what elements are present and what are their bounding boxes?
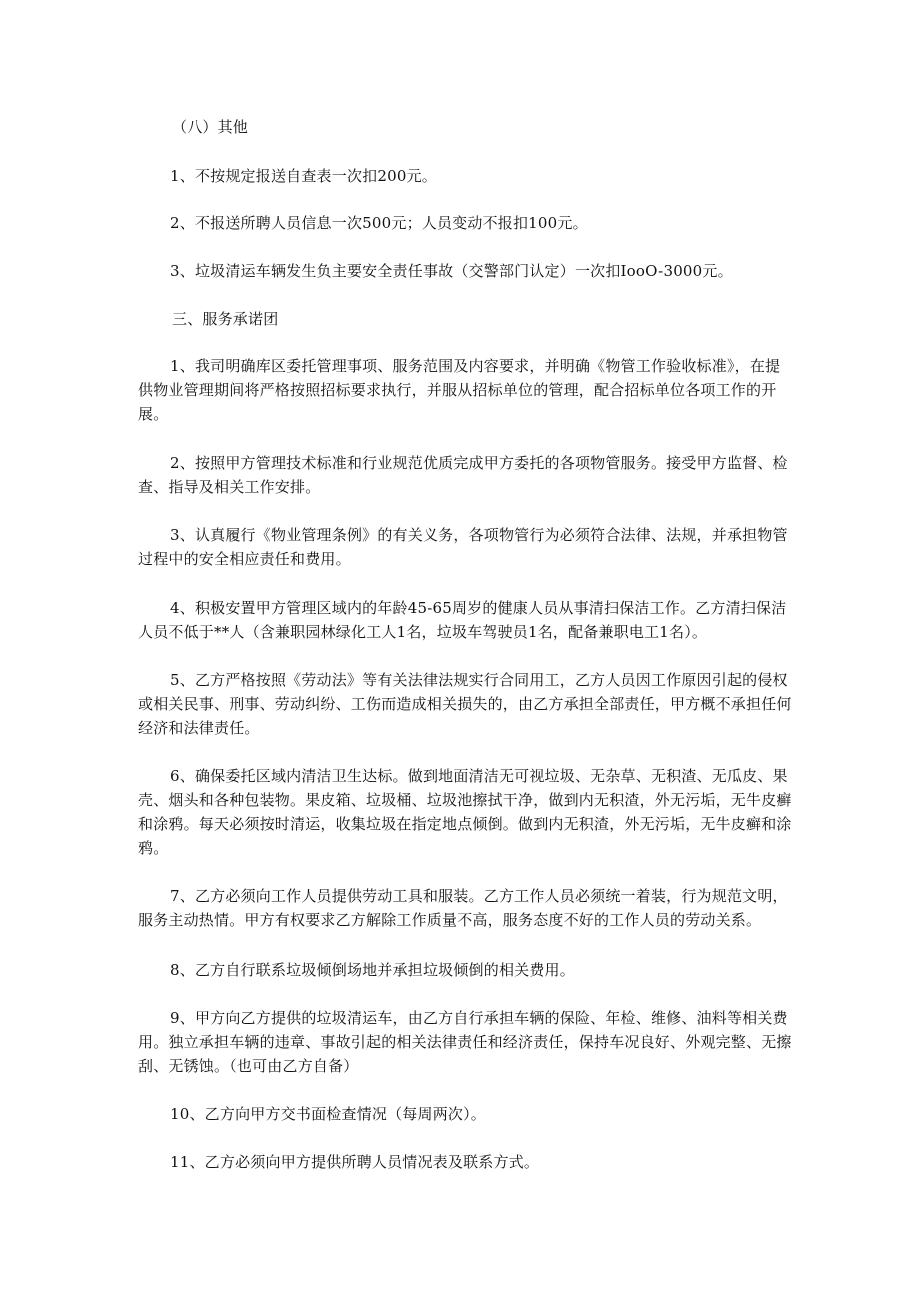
paragraph: 2、不报送所聘人员信息一次500元；人员变动不报扣100元。 [170,214,588,232]
paragraph: 2、按照甲方管理技术标准和行业规范优质完成甲方委托的各项物管服务。接受甲方监督、检查、指导及相关工作安排。 [138,454,788,496]
paragraph: 7、乙方必须向工作人员提供劳动工具和服装。乙方工作人员必须统一着装，行为规范文明，服务主动热情。甲方有权要求乙方解除工作质量不高，服务态度不好的工作人员的劳动关系。 [138,887,788,929]
paragraph: 3、垃圾清运车辆发生负主要安全责任事故（交警部门认定）一次扣IooO-3000元。 [170,262,733,280]
paragraph: 5、乙方严格按照《劳动法》等有关法律法规实行合同用工，乙方人员因工作原因引起的侵权或相关民事、刑事、劳动纠纷、工伤而造成相关损失的，由乙方承担全部责任，甲方概不承担任何经济和法律责任。 [138,671,792,737]
section-heading-other: （八）其他 [172,118,249,136]
paragraph: 11、乙方必须向甲方提供所聘人员情况表及联系方式。 [170,1153,540,1171]
paragraph: 4、积极安置甲方管理区域内的年龄45-65周岁的健康人员从事清扫保洁工作。乙方清扫保洁人员不低于**人（含兼职园林绿化工人1名，垃圾车驾驶员1名，配备兼职电工1名）。 [138,599,787,641]
paragraph: 10、乙方向甲方交书面检查情况（每周两次）。 [170,1105,486,1123]
paragraph: 9、甲方向乙方提供的垃圾清运车，由乙方自行承担车辆的保险、年检、维修、油料等相关费用。独立承担车辆的违章、事故引起的相关法律责任和经济责任，保持车况良好、外观完整、无擦刮、无锈蚀。（也可由乙方自备） [138,1009,792,1075]
paragraph: 8、乙方自行联系垃圾倾倒场地并承担垃圾倾倒的相关费用。 [170,961,575,979]
paragraph: 1、不按规定报送自查表一次扣200元。 [170,167,437,185]
paragraph: 1、我司明确库区委托管理事项、服务范围及内容要求，并明确《物管工作验收标准》，在提供物业管理期间将严格按照招标要求执行，并服从招标单位的管理，配合招标单位各项工作的开展。 [138,357,781,423]
paragraph: 3、认真履行《物业管理条例》的有关义务，各项物管行为必须符合法律、法规，并承担物管过程中的安全相应责任和费用。 [138,526,788,568]
section-heading-service-commitment: 三、服务承诺团 [172,310,279,328]
paragraph: 6、确保委托区域内清洁卫生达标。做到地面清洁无可视垃圾、无杂草、无积渣、无瓜皮、果壳、烟头和各种包装物。果皮箱、垃圾桶、垃圾池擦拭干净，做到内无积渣，外无污垢，无牛皮癣和涂鸦。每天必须按时清运，收集垃圾在指定地点倾倒。做到内无积渣，外无污垢，无牛皮癣和涂鸦。 [138,767,792,857]
